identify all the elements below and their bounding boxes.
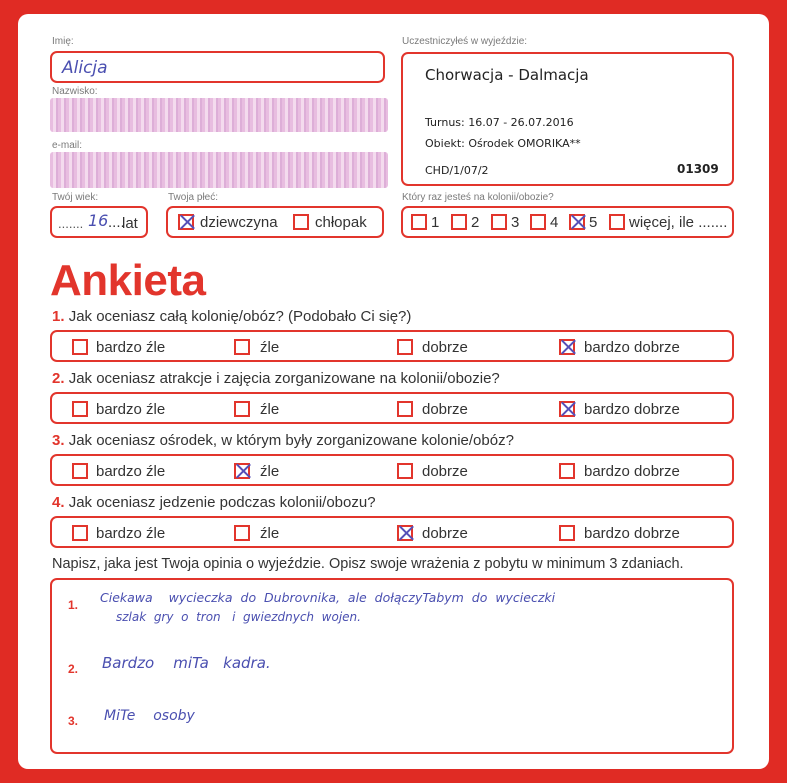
opinion-entry-1-line-1: Ciekawa wycieczka do Dubrovnika, ale dołączyTabym do wycieczki [100,590,556,605]
q1-checkbox-bardzo-dobrze[interactable] [559,339,575,355]
q1-option-bardzo-zle: bardzo źle [96,339,166,356]
times-option-1: 1 [431,214,440,231]
times-label: Który raz jesteś na kolonii/obozie? [402,192,554,203]
q2-checkbox-dobrze[interactable] [397,401,413,417]
q4-checkbox-zle[interactable] [234,525,250,541]
nazwisko-label: Nazwisko: [52,86,98,97]
times-option-more: więcej, ile ....... [629,214,728,231]
question-2-text: Jak oceniasz atrakcje i zajęcia zorganizowane na kolonii/obozie? [68,370,500,387]
question-4-text: Jak oceniasz jedzenie podczas kolonii/obozu? [68,494,376,511]
trip-label: Uczestniczyłeś w wyjeździe: [402,36,528,47]
question-4 [52,494,376,511]
plec-label: Twoja płeć: [168,192,219,203]
plec-checkbox-dziewczyna[interactable] [178,214,194,230]
survey-title: Ankieta [50,256,206,305]
wiek-field[interactable] [50,206,148,238]
q4-option-bardzo-dobrze: bardzo dobrze [584,525,680,542]
times-field [401,206,734,238]
q3-option-zle: źle [260,463,280,480]
plec-checkbox-chlopak[interactable] [293,214,309,230]
q1-option-bardzo-dobrze: bardzo dobrze [584,339,680,356]
q3-option-bardzo-zle: bardzo źle [96,463,166,480]
question-4-options [50,516,734,548]
wiek-label: Twój wiek: [52,192,99,203]
q2-checkbox-bardzo-dobrze[interactable] [559,401,575,417]
opinion-entry-1-line-2: szlak gry o tron i gwiezdnych wojen. [116,610,361,624]
question-1-num: 1. [52,308,65,325]
q2-option-zle: źle [260,401,280,418]
q4-checkbox-bardzo-zle[interactable] [72,525,88,541]
q2-option-bardzo-dobrze: bardzo dobrze [584,401,680,418]
trip-code: CHD/1/07/2 [425,164,489,177]
q3-option-dobrze: dobrze [422,463,468,480]
question-2-options [50,392,734,424]
opinion-box[interactable] [50,578,734,754]
times-checkbox-1[interactable] [411,214,427,230]
q4-checkbox-dobrze[interactable] [397,525,413,541]
survey-sheet [18,14,769,769]
trip-turnus: Turnus: 16.07 - 26.07.2016 [425,116,574,129]
question-3-options [50,454,734,486]
opinion-entry-3: MiTe osoby [104,708,195,724]
question-3-num: 3. [52,432,65,449]
q2-checkbox-zle[interactable] [234,401,250,417]
times-checkbox-2[interactable] [451,214,467,230]
times-option-4: 4 [550,214,559,231]
opinion-num-2: 2. [68,662,79,676]
times-checkbox-more[interactable] [609,214,625,230]
q1-option-dobrze: dobrze [422,339,468,356]
opinion-num-3: 3. [68,714,79,728]
question-1 [52,308,411,325]
opinion-prompt: Napisz, jaka jest Twoja opinia o wyjeździe. Opisz swoje wrażenia z pobytu w minimum 3 zdaniach. [52,556,684,572]
wiek-suffix: lat [122,215,138,232]
q4-option-zle: źle [260,525,280,542]
question-3-text: Jak oceniasz ośrodek, w którym były zorganizowane kolonie/obóz? [68,432,514,449]
trip-info-box [401,52,734,186]
trip-obiekt: Obiekt: Ośrodek OMORIKA** [425,137,581,150]
trip-number: 01309 [677,162,719,176]
imie-field[interactable] [50,51,385,83]
q4-option-bardzo-zle: bardzo źle [96,525,166,542]
wiek-dots: ....... [58,216,84,231]
q2-checkbox-bardzo-zle[interactable] [72,401,88,417]
q3-checkbox-dobrze[interactable] [397,463,413,479]
q1-checkbox-bardzo-zle[interactable] [72,339,88,355]
times-checkbox-3[interactable] [491,214,507,230]
email-redacted [50,152,388,188]
imie-label: Imię: [52,36,74,47]
plec-option-dziewczyna: dziewczyna [200,214,278,231]
q4-checkbox-bardzo-dobrze[interactable] [559,525,575,541]
question-2 [52,370,500,387]
question-4-num: 4. [52,494,65,511]
q2-option-bardzo-zle: bardzo źle [96,401,166,418]
times-option-5: 5 [589,214,598,231]
times-option-3: 3 [511,214,520,231]
times-checkbox-5[interactable] [569,214,585,230]
nazwisko-redacted [50,98,388,132]
question-1-text: Jak oceniasz całą kolonię/obóz? (Podobało Ci się?) [68,308,412,325]
q4-option-dobrze: dobrze [422,525,468,542]
times-option-2: 2 [471,214,480,231]
imie-value: Alicja [62,58,108,78]
q3-checkbox-bardzo-zle[interactable] [72,463,88,479]
q1-checkbox-zle[interactable] [234,339,250,355]
q3-checkbox-bardzo-dobrze[interactable] [559,463,575,479]
q3-option-bardzo-dobrze: bardzo dobrze [584,463,680,480]
q1-checkbox-dobrze[interactable] [397,339,413,355]
times-checkbox-4[interactable] [530,214,546,230]
question-1-options [50,330,734,362]
q2-option-dobrze: dobrze [422,401,468,418]
trip-name: Chorwacja - Dalmacja [425,66,589,84]
opinion-entry-2: Bardzo miTa kadra. [102,654,271,672]
wiek-value: 16 [88,211,109,230]
email-label: e-mail: [52,140,83,151]
question-2-num: 2. [52,370,65,387]
q3-checkbox-zle[interactable] [234,463,250,479]
q1-option-zle: źle [260,339,280,356]
question-3 [52,432,514,449]
plec-option-chlopak: chłopak [315,214,367,231]
plec-field [166,206,384,238]
wiek-dots-2: .... [108,214,125,231]
opinion-num-1: 1. [68,598,79,612]
